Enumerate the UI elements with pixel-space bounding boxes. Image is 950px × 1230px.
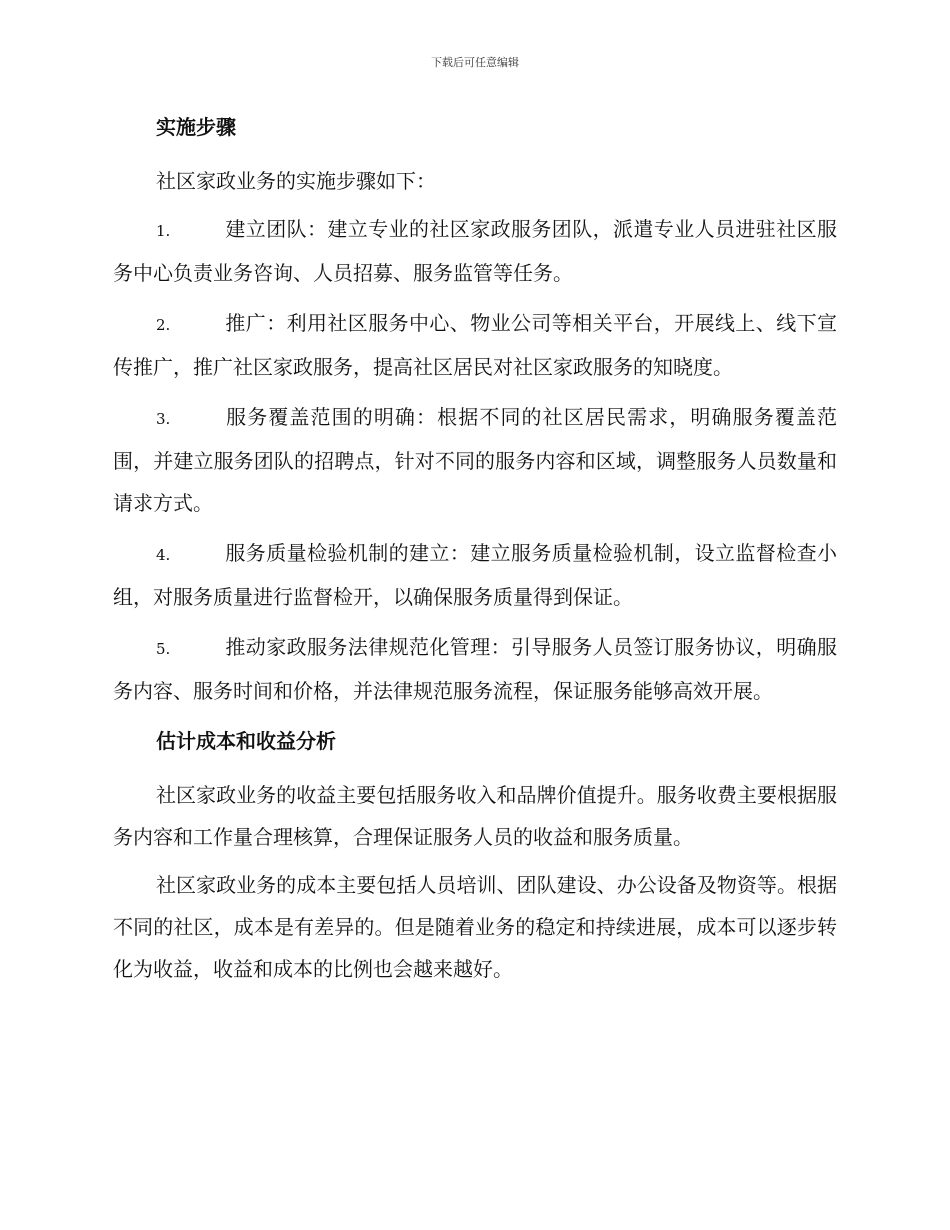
list-item [113, 532, 837, 618]
list-text: 推广：利用社区服务中心、物业公司等相关平台，开展线上、线下宣传推广，推广社区家政服务，提高社区居民对社区家政服务的知晓度。 [113, 311, 837, 379]
list-number: 5. [156, 640, 171, 658]
page-header: 下载后可任意编辑 [431, 56, 519, 69]
list-text: 建立团队：建立专业的社区家政服务团队，派遣专业人员进驻社区服务中心负责业务咨询、人员招募、服务监管等任务。 [113, 217, 837, 285]
document-body [113, 106, 837, 996]
list-number: 4. [156, 546, 171, 564]
section-heading-implementation: 实施步骤 [156, 115, 236, 139]
section-heading-cost-benefit: 估计成本和收益分析 [156, 729, 336, 753]
list-item [113, 208, 837, 294]
list-number: 3. [156, 410, 171, 428]
body-paragraph: 社区家政业务的成本主要包括人员培训、团队建设、办公设备及物资等。根据不同的社区，成本是有差异的。但是随着业务的稳定和持续进展，成本可以逐步转化为收益，收益和成本的比例也会越来越好。 [113, 873, 837, 981]
list-text: 服务质量检验机制的建立：建立服务质量检验机制，设立监督检查小组，对服务质量进行监督检开，以确保服务质量得到保证。 [113, 541, 837, 609]
intro-paragraph: 社区家政业务的实施步骤如下： [156, 169, 436, 193]
body-paragraph: 社区家政业务的收益主要包括服务收入和品牌价值提升。服务收费主要根据服务内容和工作量合理核算，合理保证服务人员的收益和服务质量。 [113, 783, 837, 849]
list-item [113, 302, 837, 388]
list-number: 1. [156, 222, 171, 240]
list-item [113, 396, 837, 524]
list-number: 2. [156, 316, 171, 334]
list-text: 推动家政服务法律规范化管理：引导服务人员签订服务协议，明确服务内容、服务时间和价格，并法律规范服务流程，保证服务能够高效开展。 [113, 635, 837, 703]
list-item [113, 626, 837, 712]
list-text: 服务覆盖范围的明确：根据不同的社区居民需求，明确服务覆盖范围，并建立服务团队的招聘点，针对不同的服务内容和区域，调整服务人员数量和请求方式。 [113, 405, 837, 515]
